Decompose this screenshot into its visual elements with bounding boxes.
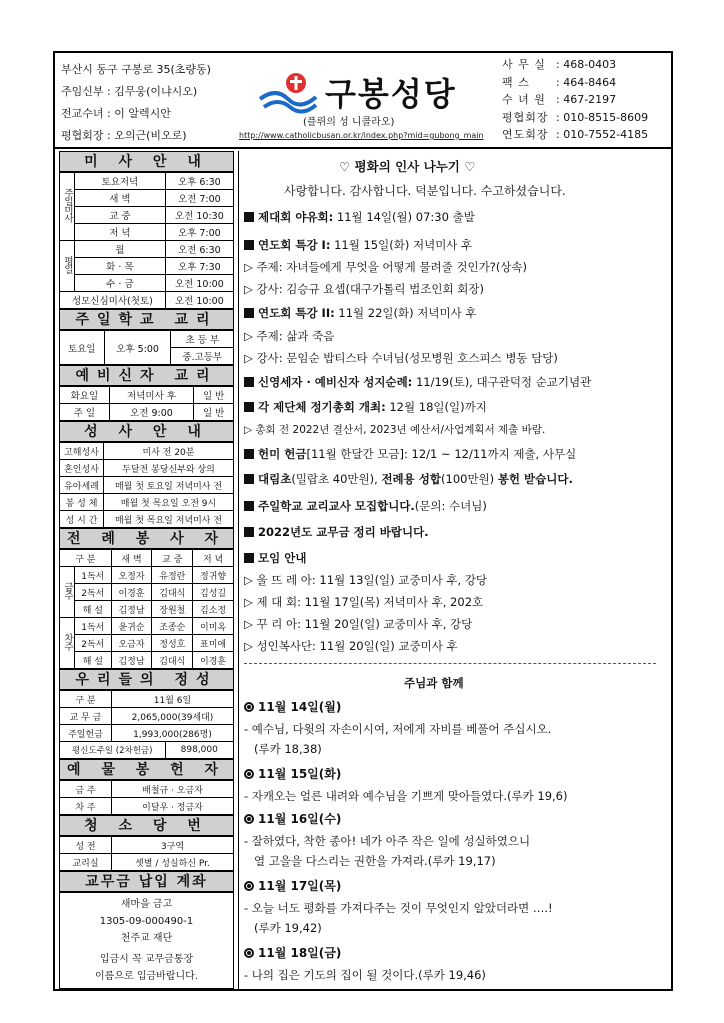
scripture: - 잘하였다, 착한 종아! 네가 아주 작은 일에 성실하였으니 [244, 834, 531, 848]
catechist: 전교수녀 : 이 알렉시안 [61, 107, 171, 120]
day-heading: 11월 15일(화) [244, 765, 341, 782]
notice-item: 연도회 특강 I: 11월 15일(화) 저녁미사 후 [244, 237, 472, 253]
website-link[interactable]: http://www.catholicbusan.or.kr/index.php?mid=gubong_main [239, 131, 484, 140]
square-bullet-icon [244, 212, 254, 222]
altar-servers-table: 구 분 새 벽 교 중 저 녁 금주 1독서 오정자 유정란 정귀향 2독서 이경훈 김대식 김성길 해 설 김정남 장원철 김소정 차주 1독서 윤귀순 조종순 이미옥 2독서 오금자 정성호 표미애 해 설 김정남 김대식 이경훈 [59, 549, 234, 669]
greeting: 사랑합니다. 감사합니다. 덕분입니다. 수고하셨습니다. [284, 184, 566, 198]
day-heading: 11월 17일(목) [244, 877, 341, 894]
circle-bullet-icon [244, 948, 254, 958]
meeting-item: ▷ 울 뜨 레 아: 11월 13일(일) 교중미사 후, 강당 [244, 573, 488, 587]
contact-row: 수 녀 원 : 467-2197 [502, 93, 617, 106]
square-bullet-icon [244, 308, 254, 318]
square-bullet-icon [244, 449, 254, 459]
catechumen-title: 예비신자 교리 [59, 365, 234, 386]
gift-donors-title: 예 물 봉 헌 자 [59, 759, 234, 780]
offerings-table: 구 분 11월 6일 교 무 금 2,065,000(39세대) 주일헌금 1,993,000(286명) 평신도주일 (2차헌금) 898,000 [59, 690, 234, 759]
account-info: 새마을 금고 1305-09-000490-1 천주교 재단 입금시 꼭 교무금통장 이름으로 입금바랍니다. [59, 892, 234, 989]
cleaning-table: 성 전 3구역 교리실 셋별 / 성실하신 Pr. [59, 836, 234, 871]
square-bullet-icon [244, 377, 254, 387]
contact-row: 평협회장 : 010-8515-8609 [502, 110, 649, 124]
notice-detail: ▷ 주제: 삶과 죽음 [244, 329, 335, 343]
scripture: - 예수님, 다윗의 자손이시여, 저에게 자비를 베풀어 주십시오. [244, 722, 552, 736]
notice-item: 제대회 야유회: 11월 14일(월) 07:30 출발 [244, 209, 475, 225]
day-heading: 11월 16일(수) [244, 810, 341, 827]
contact-row: 사 무 실 : 468-0403 [502, 58, 617, 71]
cleaning-title: 청 소 당 번 [59, 815, 234, 836]
notice-item: 모임 안내 [244, 550, 306, 566]
contact-row: 팩 스 : 464-8464 [502, 75, 617, 89]
contact-row: 연도회장 : 010-7552-4185 [502, 128, 649, 141]
scripture: - 오늘 너도 평화를 가져다주는 것이 무엇인지 알았더라면 ….! [244, 901, 553, 915]
parish-info [61, 59, 211, 147]
parish-logo-icon [258, 69, 318, 117]
council-president: 평협회장 : 오의근(비오로) [61, 129, 187, 142]
meeting-item: ▷ 제 대 회: 11월 17일(목) 저녁미사 후, 202호 [244, 595, 484, 609]
square-bullet-icon [244, 553, 254, 563]
altar-servers-title: 전 례 봉 사 자 [59, 528, 234, 549]
notice-item: 신영세자 · 예비신자 성지순례: 11/19(토), 대구관덕정 순교기념관 [244, 374, 591, 390]
day-heading: 11월 18일(금) [244, 944, 341, 961]
pastor: 주임신부 : 김무웅(이냐시오) [61, 85, 198, 98]
scripture: (루카 18,38) [254, 742, 322, 756]
catechumen-table: 화요일 저녁미사 후 일 반 주 일 오전 9:00 일 반 [59, 386, 234, 421]
notice-item: 대림초(밀랍초 40만원), 전례용 성합(100만원) 봉헌 받습니다. [244, 471, 573, 487]
circle-bullet-icon [244, 881, 254, 891]
offerings-title: 우리들의 정성 [59, 669, 234, 690]
account-title: 교무금 납입 계좌 [59, 871, 234, 892]
column-divider [238, 151, 239, 989]
notice-item: 2022년도 교무금 정리 바랍니다. [244, 524, 429, 540]
circle-bullet-icon [244, 769, 254, 779]
scripture: - 자캐오는 얼른 내려와 예수님을 기쁘게 맞아들였다.(루카 19,6) [244, 789, 568, 803]
mass-title: 미 사 안 내 [59, 151, 234, 172]
mass-table: 주일미사 토요저녁 오후 6:30 새 벽 오전 7:00 교 중 오전 10:30 저 녁 오후 7:00 평일 월 오전 6:30 화 · 목 오후 7:30 수 · 금 오전 10:00 성모신심미사(첫토) 오전 10:00 [59, 172, 234, 309]
patron-saint: (플뤼의 성 니콜라오) [303, 117, 395, 128]
peace-heading: ♡ 평화의 인사 나누기 ♡ [339, 159, 476, 174]
school-title: 주일학교 교리 [59, 309, 234, 330]
address: 부산시 동구 구봉로 35(초량동) [61, 63, 211, 76]
notice-item: 각 제단체 정기총회 개최: 12월 18일(일)까지 [244, 399, 487, 415]
header [53, 51, 673, 149]
notice-detail: ▷ 총회 전 2022년 결산서, 2023년 예산서/사업계획서 제출 바람. [244, 424, 546, 436]
notice-detail: ▷ 강사: 문임순 밥티스타 수녀님(성모병원 호스피스 병동 담당) [244, 351, 558, 365]
notice-item: 헌미 헌금[11월 한달간 모금]: 12/1 ~ 12/11까지 제출, 사무실 [244, 446, 576, 462]
scripture: (루카 19,42) [254, 921, 322, 935]
square-bullet-icon [244, 402, 254, 412]
notice-item: 주일학교 교리교사 모집합니다.(문의: 수녀님) [244, 498, 487, 514]
notice-detail: ▷ 강사: 김승규 요셉(대구가톨릭 법조인회 회장) [244, 282, 484, 296]
square-bullet-icon [244, 240, 254, 250]
square-bullet-icon [244, 527, 254, 537]
notice-detail: ▷ 주제: 자녀들에게 무엇을 어떻게 물려줄 것인가?(상속) [244, 260, 528, 274]
page-title: 구봉성당 [325, 75, 457, 113]
day-heading: 11월 14일(월) [244, 698, 341, 715]
square-bullet-icon [244, 474, 254, 484]
circle-bullet-icon [244, 814, 254, 824]
dashed-divider [244, 663, 656, 664]
gift-donors-table: 금 주 배철규 · 오금자 차 주 이달우 · 정금자 [59, 780, 234, 815]
scripture: 열 고을을 다스리는 권한을 가져라.(루카 19,17) [254, 854, 496, 868]
meeting-item: ▷ 꾸 리 아: 11월 20일(일) 교중미사 후, 강당 [244, 617, 473, 631]
scripture: - 나의 집은 기도의 집이 될 것이다.(루카 19,46) [244, 968, 486, 982]
sacrament-title: 성 사 안 내 [59, 421, 234, 442]
meeting-item: ▷ 성인복사단: 11월 20일(일) 교중미사 후 [244, 639, 458, 653]
circle-bullet-icon [244, 702, 254, 712]
sacrament-table: 고해성사 미사 전 20분 혼인성사 두달전 봉당신부와 상의 유아세례 매월 첫 토요일 저녁미사 전 봉 성 체 매월 첫 목요일 오전 9시 성 시 간 매월 첫 목요일 저녁미사 전 [59, 442, 234, 528]
notice-item: 연도회 특강 II: 11월 22일(화) 저녁미사 후 [244, 305, 476, 321]
square-bullet-icon [244, 501, 254, 511]
school-table: 토요일 오후 5:00 초 등 부 중.고등부 [59, 330, 234, 365]
section-heading: 주님과 함께 [404, 676, 464, 690]
contact-list [502, 56, 648, 144]
left-column [59, 151, 234, 989]
